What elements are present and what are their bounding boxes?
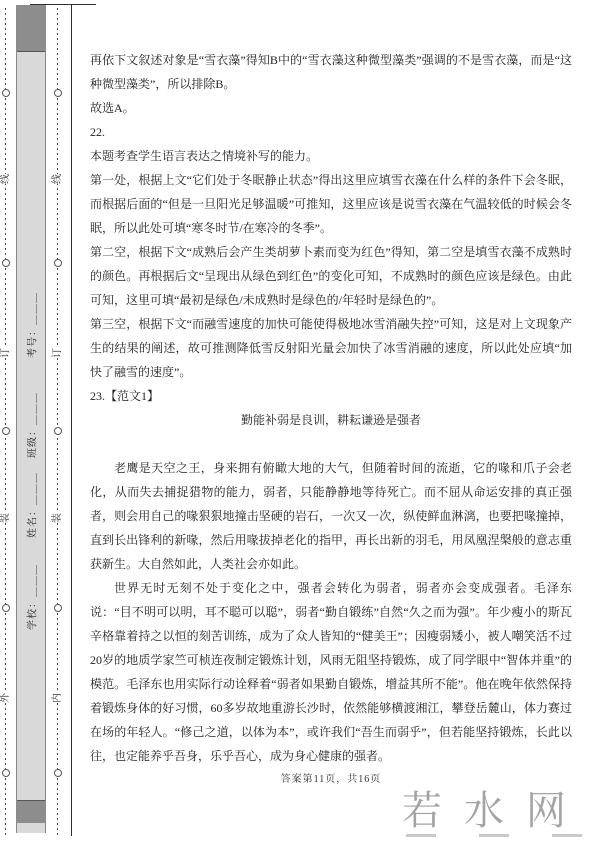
binding-char: 装 <box>0 513 11 523</box>
punch-hole <box>54 604 62 612</box>
answer-content <box>90 48 572 768</box>
binding-char: 订 <box>51 348 63 358</box>
binding-char: 订 <box>0 348 11 358</box>
question-number: 22. <box>90 125 105 139</box>
class-field: 班级：＿＿＿ <box>27 392 39 458</box>
binding-char: 装 <box>51 513 63 523</box>
binding-char: 线 <box>0 174 11 184</box>
answer-point: 第一处，根据上文“它们处于冬眠静止状态”得出这里应填雪衣藻在什么样的条件下会冬眠，而根据后面的“但是一旦阳光足够温暖”可推知，这里应该是说雪衣藻在气温较低的时候会冬眠，所以此处可填“寒冬时节/在寒冷的冬季”。 <box>90 173 572 235</box>
exam-number-field: 考号：＿＿＿ <box>27 292 39 358</box>
answer-point: 第三空，根据下文“而融雪速度的加快可能使得极地冰雪消融失控”可知，这是对上文现象产生的结果的阐述，故可推测降低雪反射阳光量会加快了冰雪消融的速度，所以此处应填“加快了融雪的速度”。 <box>90 317 572 379</box>
answer-line: 再依下文叙述对象是“雪衣藻”得知B中的“雪衣藻这种微型藻类”强调的不是雪衣藻，而是“这种微型藻类”，所以排除B。 <box>90 53 572 91</box>
essay-paragraph: 老鹰是天空之王，身来拥有俯瞰大地的大气，但随着时间的流逝，它的喙和爪子会老化，从而失去捕捉猎物的能力，弱者，只能静静地等待死亡。而不屈从命运安排的真正强者，则会用自己的喙狠狠地撞击坚硬的岩石，一次又一次，纵使鲜血淋漓，也要把喙撞掉，直到长出锋利的新喙，然后用喙拔掉老化的指甲，再长出新的羽毛，用凤凰涅槃般的意志重获新生。大自然如此，人类社会亦如此。 <box>90 461 572 571</box>
page-footer: 答案第11页，共16页 <box>280 774 382 785</box>
binding-char: 内 <box>51 693 63 703</box>
binding-line-inner <box>51 8 63 835</box>
watermark-text: 若水网 <box>402 789 588 833</box>
watermark-subtext-bar <box>552 834 582 837</box>
binding-strip <box>16 5 46 833</box>
punch-hole <box>2 89 10 97</box>
binding-char: 外 <box>0 693 11 703</box>
watermark-subtext-bar <box>406 834 436 837</box>
watermark <box>402 791 592 837</box>
binding-char: 线 <box>51 174 63 184</box>
binding-strip-dark-block <box>17 5 45 52</box>
essay-paragraph: 世界无时无刻不处于变化之中，强者会转化为弱者，弱者亦会变成强者。毛泽东说：“目不明可以明，耳不聪可以聪”，弱者“勤自锻练”自然“久之而为强”。年少瘦小的斯瓦辛格靠着持之以恒的刻苦训练，成为了众人皆知的“健美王”；因瘦弱矮小，被人嘲笑活不过20岁的地质学家竺可桢连夜制定锻炼计划，风雨无阻坚持锻炼，成了同学眼中“智体并重”的模范。毛泽东也用实际行动诠释着“弱者如果勤自锻炼，增益其所不能”。他在晚年依然保持着锻炼身体的好习惯，60多岁故地重游长沙时，依然能够横渡湘江，攀登岳麓山，体力赛过在场的年轻人。“修己之道，以体为本”，或许我们“吾生而弱乎”，但若能坚持锻炼，长此以往，也定能养乎吾身，乐乎吾心，成为身心健康的强者。 <box>90 581 572 763</box>
answer-choice: 故选A。 <box>90 101 135 115</box>
punch-hole <box>2 604 10 612</box>
punch-hole <box>54 769 62 777</box>
punch-hole <box>2 259 10 267</box>
page-frame-top-rule <box>30 4 96 5</box>
punch-hole <box>54 259 62 267</box>
essay-label: 23.【范文1】 <box>90 389 160 403</box>
binding-line-outer <box>0 8 11 835</box>
answer-intro: 本题考查学生语言表达之情境补写的能力。 <box>90 149 319 163</box>
page-frame-vertical-rule <box>71 4 72 836</box>
watermark-subtext-bar <box>479 834 509 837</box>
binding-strip-dark-block <box>17 800 45 823</box>
name-field: 姓名：＿＿＿ <box>27 472 39 538</box>
school-field: 学校：＿＿＿ <box>27 564 39 630</box>
answer-point: 第二空，根据下文“成熟后会产生类胡萝卜素而变为红色”得知，第二空是填雪衣藻不成熟时的颜色。再根据后文“呈现出从绿色到红色”的变化可知，不成熟时的颜色应该是绿色。由此可知，这里可填“最初是绿色/未成熟时是绿色的/年轻时是绿色的”。 <box>90 245 572 307</box>
essay-title: 勤能补弱是良训，耕耘谦逊是强者 <box>240 413 421 427</box>
punch-hole <box>2 769 10 777</box>
punch-hole <box>54 89 62 97</box>
punch-hole <box>54 427 62 435</box>
punch-hole <box>2 427 10 435</box>
